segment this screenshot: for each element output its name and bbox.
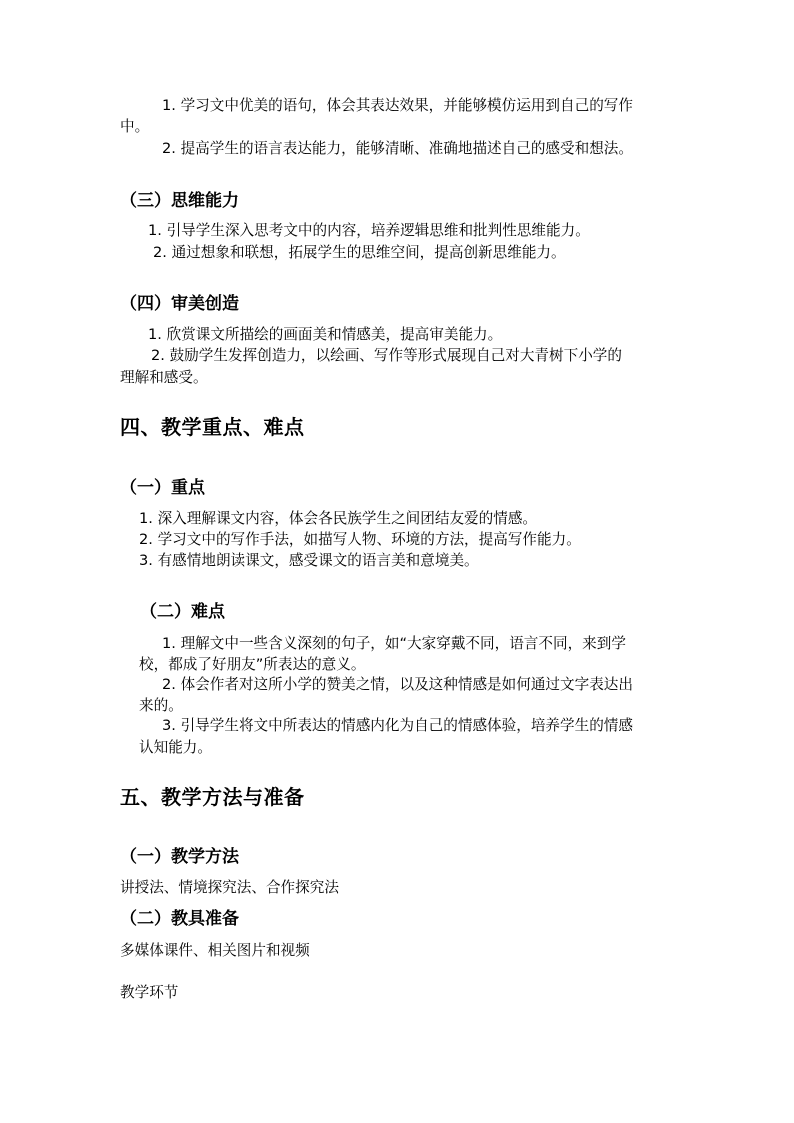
difficult-item-2-line-1: 2. 体会作者对这所小学的赞美之情，以及这种情感是如何通过文字表达出 bbox=[162, 676, 633, 693]
teaching-steps-label: 教学环节 bbox=[120, 984, 179, 1001]
methods-heading: （一）教学方法 bbox=[120, 847, 239, 867]
thinking-item-1: 1. 引导学生深入思考文中的内容，培养逻辑思维和批判性思维能力。 bbox=[148, 222, 590, 239]
aesthetic-item-2-line-1: 2. 鼓励学生发挥创造力，以绘画、写作等形式展现自己对大青树下小学的 bbox=[151, 347, 622, 364]
sec3-item-1-line-1: 1. 学习文中优美的语句，体会其表达效果，并能够模仿运用到自己的写作 bbox=[162, 97, 633, 114]
key-item-3: 3. 有感情地朗读课文，感受课文的语言美和意境美。 bbox=[139, 552, 479, 569]
tools-heading: （二）教具准备 bbox=[120, 909, 239, 929]
difficult-item-3-line-1: 3. 引导学生将文中所表达的情感内化为自己的情感体验，培养学生的情感 bbox=[162, 717, 633, 734]
methods-text: 讲授法、情境探究法、合作探究法 bbox=[120, 879, 339, 896]
aesthetic-item-1: 1. 欣赏课文所描绘的画面美和情感美，提高审美能力。 bbox=[148, 326, 503, 343]
thinking-heading: （三）思维能力 bbox=[120, 191, 239, 211]
section4-heading: 四、教学重点、难点 bbox=[120, 415, 305, 439]
thinking-item-2: 2. 通过想象和联想，拓展学生的思维空间，提高创新思维能力。 bbox=[153, 244, 566, 261]
sec3-item-1-line-2: 中。 bbox=[120, 118, 150, 135]
section5-heading: 五、教学方法与准备 bbox=[120, 785, 305, 809]
difficult-item-3-line-2: 认知能力。 bbox=[139, 739, 212, 756]
aesthetic-heading: （四）审美创造 bbox=[120, 294, 239, 314]
aesthetic-item-2-line-2: 理解和感受。 bbox=[120, 369, 208, 386]
sec3-item-2: 2. 提高学生的语言表达能力，能够清晰、准确地描述自己的感受和想法。 bbox=[162, 140, 633, 157]
difficult-item-1-line-1: 1. 理解文中一些含义深刻的句子，如“大家穿戴不同，语言不同，来到学 bbox=[162, 635, 626, 652]
difficult-points-heading: （二）难点 bbox=[140, 602, 225, 622]
key-points-heading: （一）重点 bbox=[120, 478, 205, 498]
difficult-item-2-line-2: 来的。 bbox=[139, 697, 183, 714]
key-item-2: 2. 学习文中的写作手法，如描写人物、环境的方法，提高写作能力。 bbox=[139, 531, 581, 548]
tools-text: 多媒体课件、相关图片和视频 bbox=[120, 942, 310, 959]
key-item-1: 1. 深入理解课文内容，体会各民族学生之间团结友爱的情感。 bbox=[139, 510, 538, 527]
difficult-item-1-line-2: 校，都成了好朋友”所表达的意义。 bbox=[139, 656, 366, 673]
